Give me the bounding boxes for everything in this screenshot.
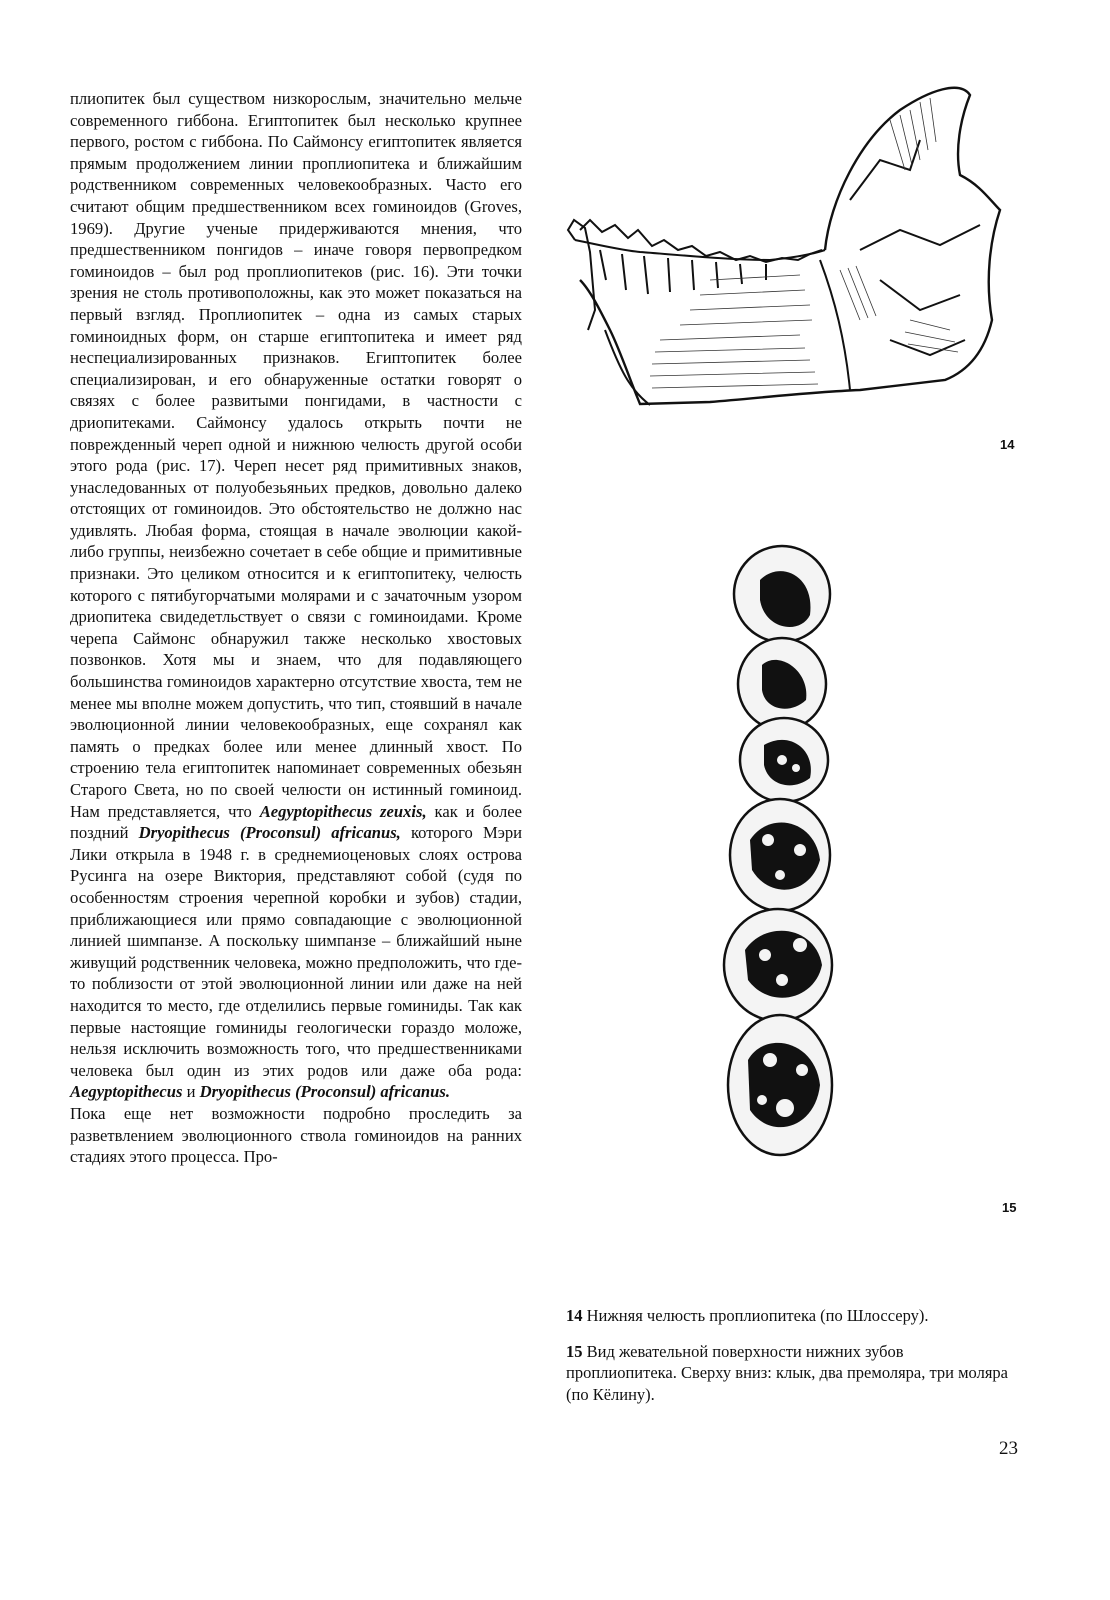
body-paragraph [70, 88, 522, 1103]
caption-14 [566, 1305, 1018, 1327]
body-text: плиопитек был существом низкорослым, значительно мельче современного гиббона. Египтопитек был несколько крупнее первого, ростом с гиббона. По Саймонсу египтопитек является прямым продолжением линии проплиопитека и ближайшим родственником современных человекообразных. Часто его считают общим предшественником всех гоминоидов (Groves, 1969). Другие ученые придерживаются мнения, что предшественником понгидов – иначе говоря первопредком гоминоидов – был род проплиопитеков (рис. 16). Эти точки зрения не столь противоположны, как это может показаться на первый взгляд. Проплиопитек – одна из самых старых гоминоидных форм, он старше египтопитека и имеет ряд неспециализированных признаков. Египтопитек более специализирован, и его обнаруженные остатки говорят о связях с более развитыми понгидами, в частности с дриопитеками. Саймонсу удалось открыть почти не поврежденный череп одной и нижнюю челюсть другой особи этого рода (рис. 17). Череп несет ряд примитивных знаков, унаследованных от полуобезьяньих предков, довольно далеко отстоящих от гоминоидов. Это обстоятельство не должно нас удивлять. Любая форма, стоящая в начале эволюции какой-либо группы, неизбежно сочетает в себе общие и примитивные признаки. Это целиком относится и к египтопитеку, челюсть которого с пятибугорчатыми молярами и с зачаточным узором дриопитека свидедетльствует о связи с гоминоидами. Кроме черепа Саймонс обнаружил также несколько хвостовых позвонков. Хотя мы и знаем, что для подавляющего большинства гоминоидов характерно отсутствие хвоста, тем не менее мы вполне можем допустить, что тип, стоявший в начале эволюционной линии человекообразных, еще сохранял как память о предках более или менее длинный хвост. По строению тела египтопитек напоминает современных обезьян Старого Света, но по своей челюсти он истинный гоминоид. Нам представляется, что [70, 89, 522, 821]
body-paragraph [70, 1103, 522, 1168]
body-text-column [70, 88, 522, 1168]
figure-14-jaw-illustration [560, 80, 1010, 430]
figure-15-teeth-illustration [720, 540, 850, 1190]
figure-14-number: 14 [1000, 437, 1015, 452]
body-text: как и более поздний [70, 801, 522, 843]
body-text: Пока еще нет возможности подробно проследить за разветвлением эволюционного ствола гоминоидов на ранних стадиях этого процесса. Про- [70, 1103, 522, 1167]
body-text: которого Мэри Лики открыла в 1948 г. в среднемиоценовых слоях острова Русинга на озере Виктория, представляют собой (судя по особенностям строения черепной коробки и зубов) стадии, приближающиеся или прямо совпадающие с эволюционной линией шимпанзе. А поскольку шимпанзе – ближайший ныне живущий родственник человека, можно предположить, что где-то поблизости от этой эволюционной линии или даже на ней находится то место, где отделились первые гоминиды. Так как первые настоящие гоминиды геологически гораздо моложе, нельзя исключить возможность того, что предшественниками человека был один из этих родов или даже оба рода: [70, 823, 522, 1080]
species-name: Aegyptopithecus zeuxis, [259, 801, 427, 821]
figure-captions [566, 1305, 1018, 1419]
species-name: Dryopithecus (Proconsul) africanus. [199, 1082, 450, 1102]
body-text: и [186, 1082, 196, 1102]
caption-number: 14 [566, 1306, 583, 1325]
teeth-drawing [720, 540, 850, 1190]
page-number: 23 [999, 1438, 1018, 1459]
caption-number: 15 [566, 1341, 583, 1361]
caption-15 [566, 1341, 1018, 1406]
caption-text: Нижняя челюсть проплиопитека (по Шлоссеру). [586, 1306, 929, 1325]
caption-text: Вид жевательной поверхности нижних зубов проплиопитека. Сверху вниз: клык, два премоляра, три моляра (по Кёлину). [566, 1341, 1008, 1404]
species-name: Aegyptopithecus [70, 1082, 183, 1102]
figure-15-number: 15 [1002, 1200, 1017, 1215]
jaw-drawing [560, 80, 1010, 430]
species-name: Dryopithecus (Proconsul) africanus, [138, 823, 401, 843]
